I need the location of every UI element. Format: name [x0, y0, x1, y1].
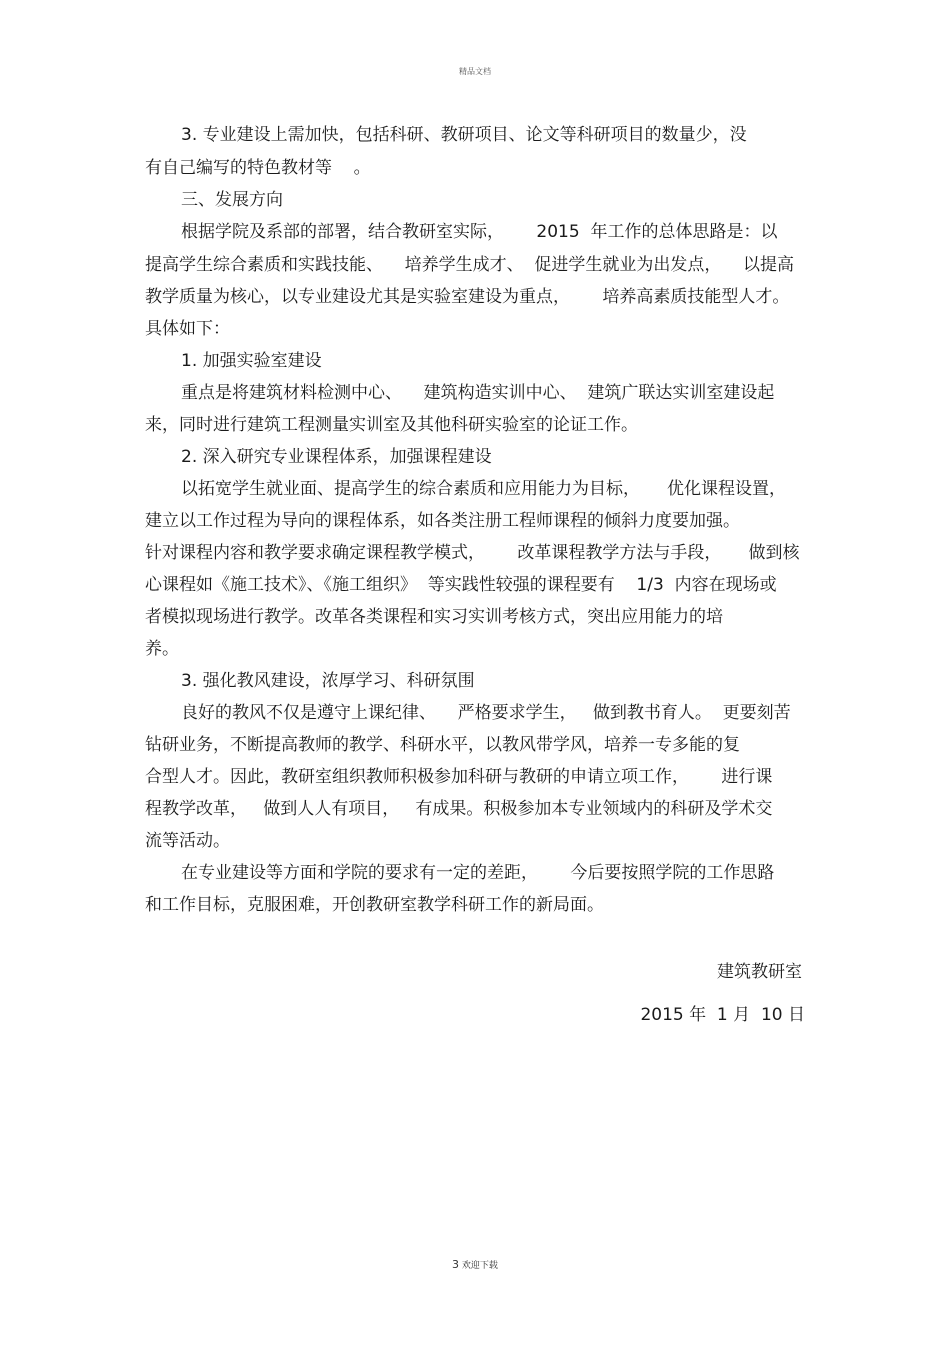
- signature-date: 2015 年 1 月 10 日: [640, 1005, 805, 1025]
- text-line: 三、发展方向: [181, 190, 283, 210]
- text-line: 1. 加强实验室建设: [181, 351, 322, 371]
- page-footer: [0, 1258, 950, 1271]
- text-line: 和工作目标，克服困难，开创教研室教学科研工作的新局面。: [145, 895, 604, 915]
- text-line: 良好的教风不仅是遵守上课纪律、 严格要求学生， 做到教书育人。 更要刻苦: [181, 703, 791, 723]
- text-line: 建立以工作过程为导向的课程体系，如各类注册工程师课程的倾斜力度要加强。: [145, 511, 740, 531]
- text-line: 合型人才。因此，教研室组织教师积极参加科研与教研的申请立项工作， 进行课: [145, 767, 773, 787]
- text-line: 者模拟现场进行教学。改革各类课程和实习实训考核方式，突出应用能力的培: [145, 607, 723, 627]
- text-line: 钻研业务，不断提高教师的教学、科研水平，以教风带学风，培养一专多能的复: [145, 735, 740, 755]
- text-line: 具体如下：: [145, 319, 230, 339]
- page-header: 精品文档: [459, 67, 491, 76]
- text-line: 3. 专业建设上需加快，包括科研、教研项目、论文等科研项目的数量少，没: [181, 125, 747, 145]
- footer-text: 欢迎下载: [461, 1261, 498, 1271]
- text-line: 心课程如《施工技术》、《施工组织》 等实践性较强的课程要有 1/3 内容在现场或: [145, 575, 777, 595]
- text-line: 在专业建设等方面和学院的要求有一定的差距， 今后要按照学院的工作思路: [181, 863, 775, 883]
- text-line: 重点是将建筑材料检测中心、 建筑构造实训中心、 建筑广联达实训室建设起: [181, 383, 775, 403]
- signature-org: 建筑教研室: [717, 962, 802, 982]
- text-line: 养。: [145, 639, 179, 659]
- page-number: 3: [452, 1258, 460, 1271]
- text-line: 流等活动。: [145, 831, 230, 851]
- text-line: 有自己编写的特色教材等 。: [145, 158, 371, 178]
- text-line: 根据学院及系部的部署，结合教研室实际， 2015 年工作的总体思路是：以: [181, 222, 778, 242]
- text-line: 以拓宽学生就业面、提高学生的综合素质和应用能力为目标， 优化课程设置，: [181, 479, 787, 499]
- text-line: 提高学生综合素质和实践技能、 培养学生成才、 促进学生就业为出发点， 以提高: [145, 255, 795, 275]
- text-line: 针对课程内容和教学要求确定课程教学模式， 改革课程教学方法与手段， 做到核: [145, 543, 800, 563]
- text-line: 2. 深入研究专业课程体系，加强课程建设: [181, 447, 492, 467]
- text-line: 3. 强化教风建设，浓厚学习、科研氛围: [181, 671, 475, 691]
- text-line: 来，同时进行建筑工程测量实训室及其他科研实验室的论证工作。: [145, 415, 638, 435]
- text-line: 程教学改革， 做到人人有项目， 有成果。积极参加本专业领域内的科研及学术交: [145, 799, 773, 819]
- text-line: 教学质量为核心，以专业建设尤其是实验室建设为重点， 培养高素质技能型人才。: [145, 287, 790, 307]
